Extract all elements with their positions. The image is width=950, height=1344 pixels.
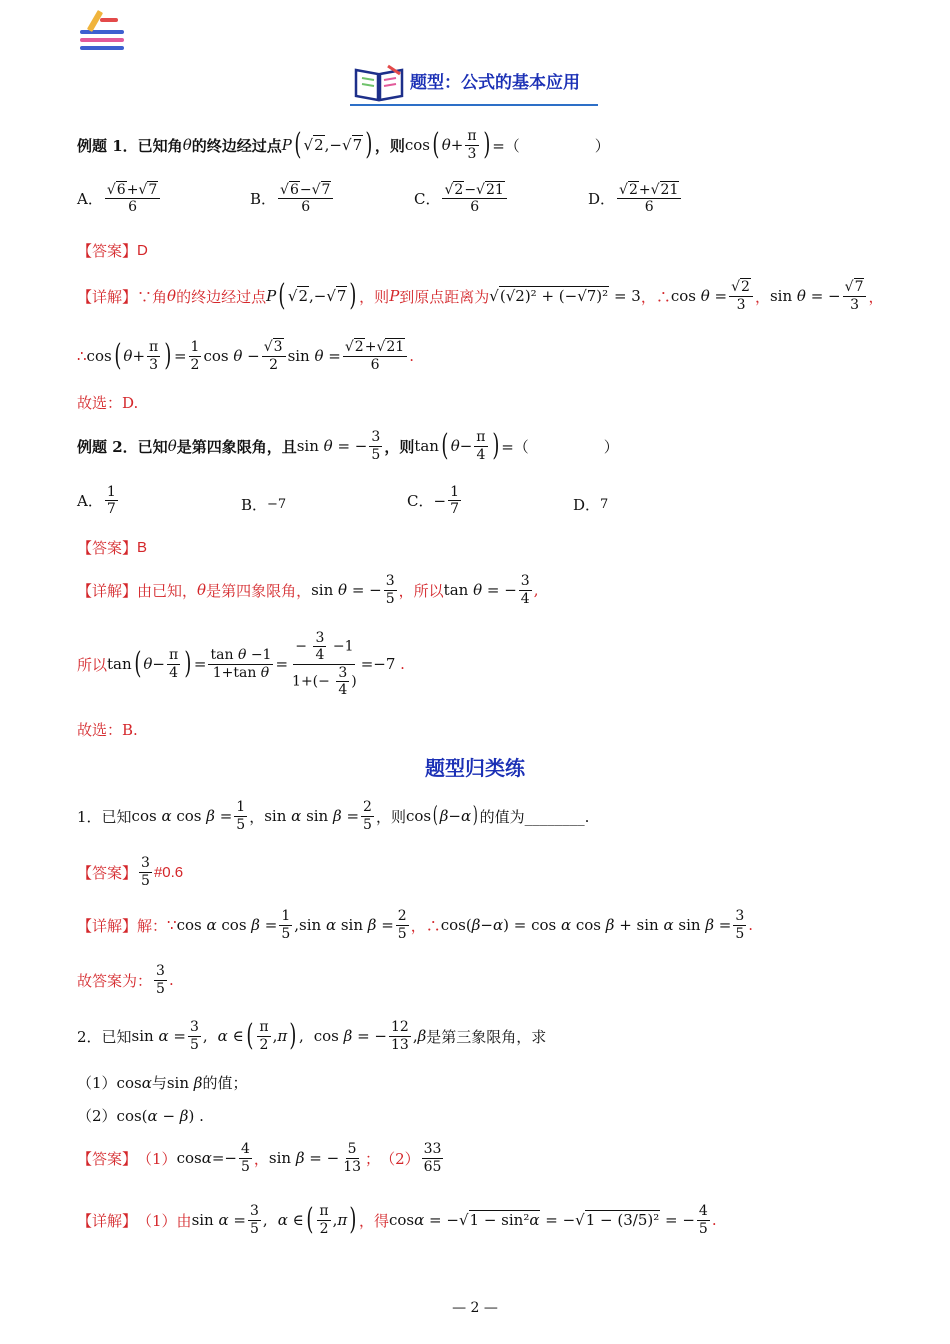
ex2-answer: 【答案】 B [77,539,148,557]
book-icon [352,62,406,102]
q2-stem: 2．已知 sin α = $\frac{3}{5}$ , α ∈ ( $\frac{\pi}{2}$ ,π ) , cos β = − $\frac{12}{13}$ ,β 是第三象限角，求 [77,1018,547,1053]
ex1-detail: 【详解】 ∵角 θ 的终边经过点 P ( √2,−√7 ) ，则 P 到原点距离为 √(√2)² + (−√7)² = 3 ，∴ cos θ = $\frac{√2}{3}$ ， sin θ = − $\frac{√7}{3}$ ， [77,278,884,313]
ex1-answer: 【答案】 D [77,242,148,260]
ex2-detail-2: 所以 tan ( θ − $\frac{\pi}{4}$ ) = $\frac{\text{tan θ −1}}{\text{1+tan θ}}$ = − $\frac{3}{4}$ −1 1+(− $\frac{3}{4}$ ) =−7 . [77,630,405,698]
section-header [350,60,598,108]
ex2-option-c: C． − $\frac{1}{7}$ [407,484,459,518]
ex1-stem: 例题 1． 已知角 θ 的终边经过点 P ( √2,−√7 ) ，则 cos ( θ + $\frac{\pi}{3}$ ) =（ ） [77,127,610,162]
ex1-detail-2: ∴ cos ( θ + $\frac{\pi}{3}$ ) = $\frac{1}{2}$ cos θ − $\frac{√3}{2}$ sin θ = $\frac{√2+√21}{6}$ . [77,338,414,373]
q2-part1: （1） cosα 与 sin β 的值； [77,1073,248,1092]
practice-title: 题型归类练 [425,756,525,780]
ex1-option-c: C． $\frac{√2-√21}{6}$ [414,182,509,215]
ex2-option-b: B． −7 [241,496,287,514]
section-title: 题型：公式的基本应用 [410,73,580,92]
logo-icon [78,8,128,50]
ex1-option-a: A． $\frac{√6+√7}{6}$ [77,182,162,215]
q2-part2: （2） cos(α − β) . [77,1106,204,1125]
q2-answer: 【答案】 （1） cosα=− $\frac{4}{5}$ ， sin β = − $\frac{5}{13}$ ； （2） $\frac{33}{65}$ [77,1141,442,1175]
ex2-conclusion: 故选：B. [77,721,138,739]
q1-conclusion: 故答案为： $\frac{3}{5}$ . [77,963,174,997]
ex2-option-d: D． 7 [573,496,609,514]
q1-stem: 1．已知 cos α cos β = $\frac{1}{5}$ ， sin α sin β = $\frac{2}{5}$ ，则 cos ( β − α ) 的值为________. [77,799,590,833]
page-number: — 2 — [452,1300,498,1316]
ex2-stem: 例题 2． 已知 θ 是第四象限角，且 sin θ = − $\frac{3}{5}$ ，则 tan ( θ − $\frac{\pi}{4}$ ) =（ ） [77,428,619,463]
q1-detail: 【详解】 解： ∵ cos α cos β = $\frac{1}{5}$ ,sin α sin β = $\frac{2}{5}$ ，∴ cos(β−α) = cos α cos β + sin α sin β = $\frac{3}{5}$ . [77,908,754,942]
ex2-option-a: A． $\frac{1}{7}$ [77,484,116,518]
ex1-option-d: D． $\frac{√2+√21}{6}$ [588,182,683,215]
q1-answer: 【答案】 $\frac{3}{5}$ #0.6 [77,855,184,889]
ex2-detail: 【详解】 由已知， θ 是第四象限角， sin θ = − $\frac{3}{5}$ ，所以 tan θ = − $\frac{3}{4}$ , [77,573,539,607]
section-underline [350,104,598,106]
q2-detail: 【详解】 （1）由 sin α = $\frac{3}{5}$ , α ∈ ( $\frac{\pi}{2}$ ,π ) ，得 cosα = −√1 − sin²α = −√1 − (3/5)² = − $\frac{4}{5}$ . [77,1202,717,1237]
ex1-conclusion: 故选：D. [77,394,139,412]
ex1-option-b: B． $\frac{√6-√7}{6}$ [250,182,335,215]
